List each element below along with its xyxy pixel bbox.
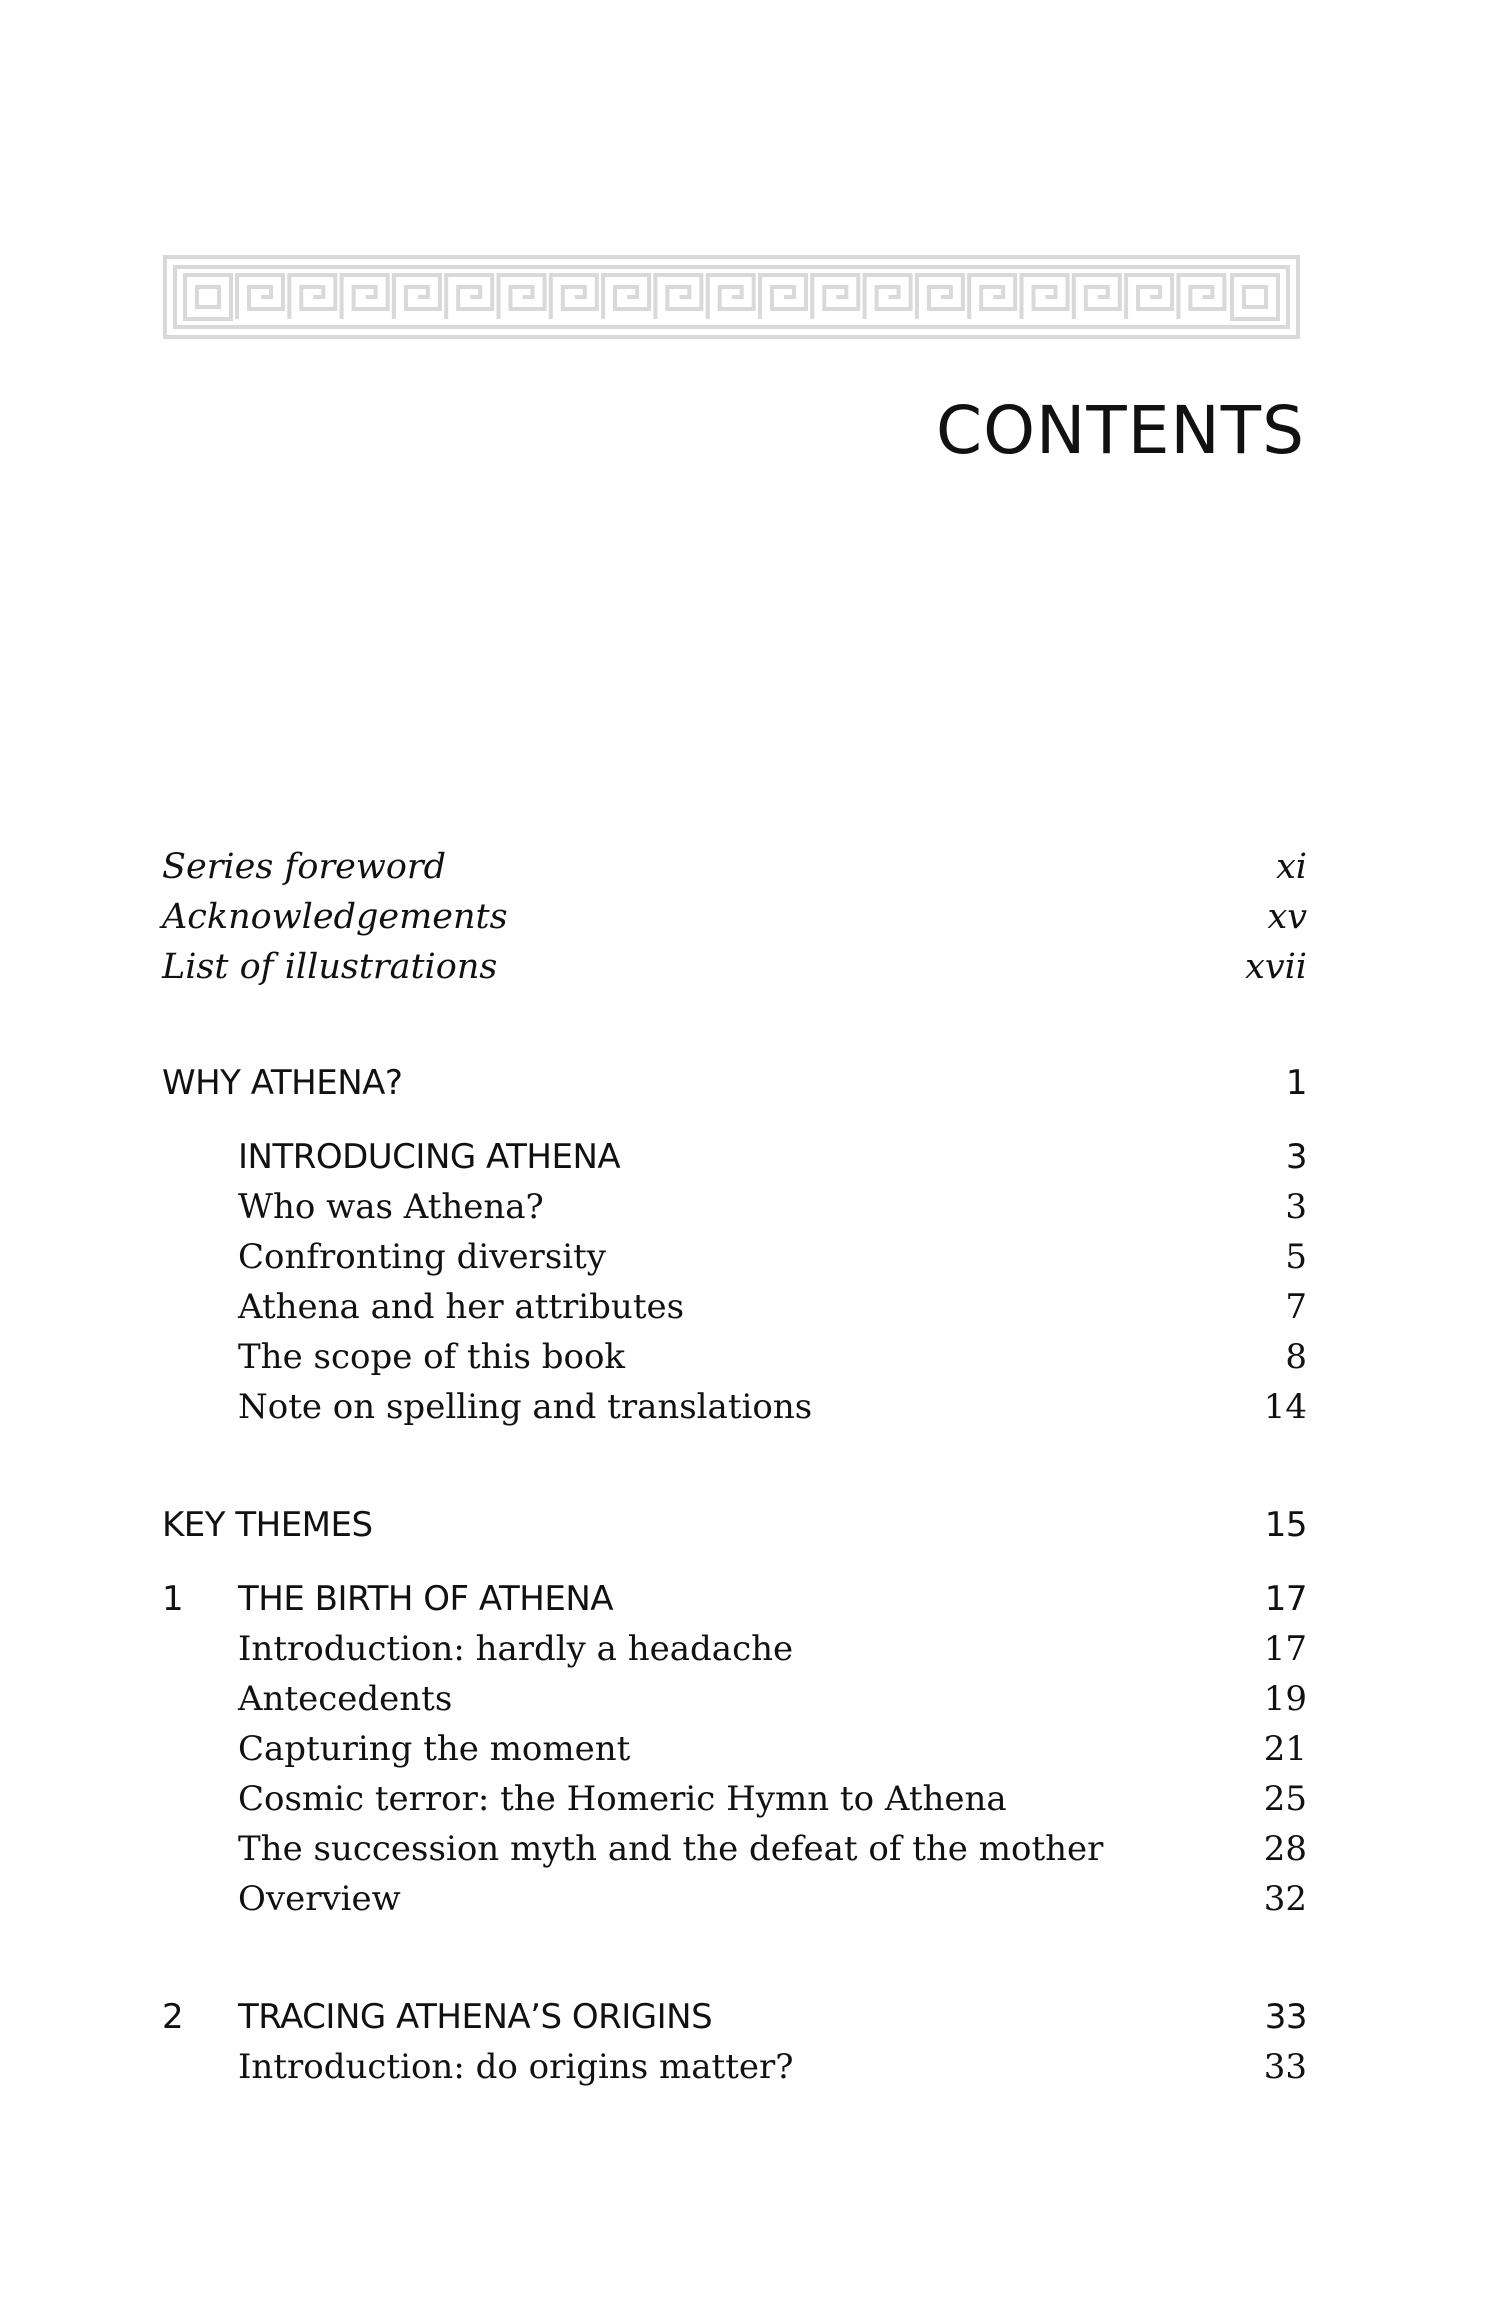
- section-title: Who was Athena?: [238, 1187, 544, 1227]
- greek-key-unit: [655, 275, 701, 319]
- section-page: 5: [1285, 1237, 1307, 1277]
- toc-chapter-heading[interactable]: [162, 1992, 1307, 2042]
- toc-section[interactable]: [162, 1182, 1307, 1232]
- toc-chapter-heading[interactable]: [162, 1574, 1307, 1624]
- section-page: 8: [1285, 1337, 1307, 1377]
- section-page: 19: [1263, 1679, 1307, 1719]
- greek-key-unit: [969, 275, 1015, 319]
- part-title: WHY ATHENA?: [162, 1063, 403, 1103]
- chapter-title: THE BIRTH OF ATHENA: [238, 1579, 614, 1619]
- greek-key-unit: [812, 275, 858, 319]
- section-page: 25: [1263, 1779, 1307, 1819]
- section-title: Note on spelling and translations: [238, 1387, 813, 1427]
- section-title: Introduction: hardly a headache: [238, 1629, 794, 1669]
- toc-part-heading[interactable]: [162, 1500, 1307, 1550]
- greek-key-unit: [603, 275, 649, 319]
- toc-section[interactable]: [162, 1724, 1307, 1774]
- section-title: Overview: [238, 1879, 401, 1919]
- greek-key-unit: [1126, 275, 1172, 319]
- greek-key-unit: [446, 275, 492, 319]
- toc-section[interactable]: [162, 1774, 1307, 1824]
- toc-chapter-heading[interactable]: [162, 1132, 1307, 1182]
- greek-key-unit: [551, 275, 597, 319]
- part-title: KEY THEMES: [162, 1505, 373, 1545]
- toc-part-heading[interactable]: [162, 1058, 1307, 1108]
- entry-page: xi: [1276, 847, 1307, 887]
- section-title: The scope of this book: [238, 1337, 626, 1377]
- section-page: 14: [1263, 1387, 1307, 1427]
- chapter-number: 1: [162, 1579, 184, 1619]
- section-page: 33: [1263, 2047, 1307, 2087]
- part-page: 1: [1285, 1063, 1307, 1103]
- greek-key-unit: [1178, 275, 1224, 319]
- chapter-page: 17: [1264, 1579, 1307, 1619]
- section-page: 32: [1263, 1879, 1307, 1919]
- section-title: Cosmic terror: the Homeric Hymn to Athena: [238, 1779, 1007, 1819]
- section-page: 21: [1263, 1729, 1307, 1769]
- toc-section[interactable]: [162, 2042, 1307, 2092]
- entry-title: List of illustrations: [162, 947, 498, 987]
- toc-entry-front[interactable]: [162, 892, 1307, 942]
- chapter-title: TRACING ATHENA’S ORIGINS: [238, 1997, 713, 2037]
- entry-page: xv: [1267, 897, 1307, 937]
- section-title: Capturing the moment: [238, 1729, 631, 1769]
- entry-page: xvii: [1245, 947, 1307, 987]
- greek-key-unit: [760, 275, 806, 319]
- chapter-page: 33: [1264, 1997, 1307, 2037]
- greek-key-unit: [289, 275, 335, 319]
- section-title: The succession myth and the defeat of the mother: [238, 1829, 1104, 1869]
- toc-section[interactable]: [162, 1382, 1307, 1432]
- greek-key-unit: [1022, 275, 1068, 319]
- greek-key-unit: [865, 275, 911, 319]
- greek-key-unit: [1074, 275, 1120, 319]
- toc-section[interactable]: [162, 1674, 1307, 1724]
- chapter-number: 2: [162, 1997, 184, 2037]
- greek-key-unit: [708, 275, 754, 319]
- section-page: 7: [1285, 1287, 1307, 1327]
- greek-key-unit: [499, 275, 545, 319]
- toc-entry-front[interactable]: [162, 942, 1307, 992]
- part-page: 15: [1264, 1505, 1307, 1545]
- greek-key-unit: [342, 275, 388, 319]
- greek-key-unit: [917, 275, 963, 319]
- table-of-contents: [162, 842, 1307, 2092]
- toc-section[interactable]: [162, 1874, 1307, 1924]
- section-title: Confronting diversity: [238, 1237, 607, 1277]
- entry-title: Series foreword: [162, 847, 447, 887]
- section-page: 3: [1285, 1187, 1307, 1227]
- section-title: Introduction: do origins matter?: [238, 2047, 794, 2087]
- page-title: CONTENTS: [935, 392, 1305, 469]
- chapter-page: 3: [1285, 1137, 1307, 1177]
- toc-section[interactable]: [162, 1282, 1307, 1332]
- section-title: Athena and her attributes: [238, 1287, 685, 1327]
- toc-entry-front[interactable]: [162, 842, 1307, 892]
- chapter-title: INTRODUCING ATHENA: [238, 1137, 621, 1177]
- section-page: 28: [1263, 1829, 1307, 1869]
- greek-key-unit: [394, 275, 440, 319]
- greek-key-unit: [237, 275, 283, 319]
- toc-section[interactable]: [162, 1332, 1307, 1382]
- toc-section[interactable]: [162, 1232, 1307, 1282]
- section-page: 17: [1263, 1629, 1307, 1669]
- section-title: Antecedents: [238, 1679, 453, 1719]
- entry-title: Acknowledgements: [162, 897, 508, 937]
- greek-key-border: [163, 255, 1300, 339]
- toc-section[interactable]: [162, 1824, 1307, 1874]
- toc-section[interactable]: [162, 1624, 1307, 1674]
